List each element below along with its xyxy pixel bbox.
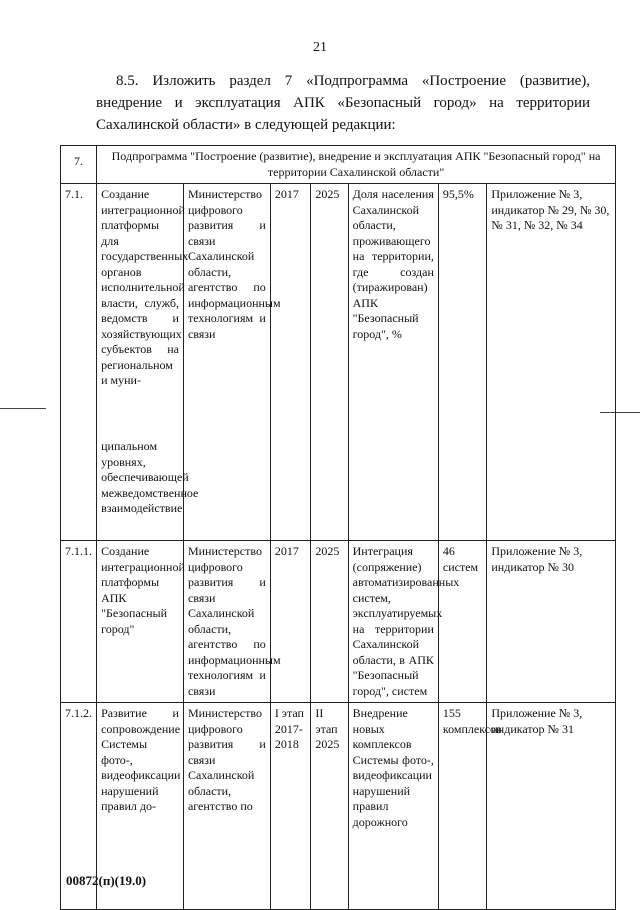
row-end: II этап 2025 bbox=[311, 703, 348, 910]
page-number: 21 bbox=[313, 40, 327, 55]
row-start: 2017 bbox=[270, 541, 311, 703]
row-end: 2025 bbox=[311, 184, 348, 541]
row-reference: Приложение № 3, индикатор № 31 bbox=[487, 703, 616, 910]
row-name-continued: ципальном уровнях, обеспечивающей межведомственное взаимодействие bbox=[97, 436, 184, 541]
row-reference: Приложение № 3, индикатор № 30 bbox=[487, 541, 616, 703]
row-indicator: Доля населения Сахалинской области, проживающего на территории, где создан (тиражирован) АПК "Безопасный город", % bbox=[348, 184, 438, 541]
row-start: 2017 bbox=[270, 184, 311, 541]
header-title: Подпрограмма "Построение (развитие), внедрение и эксплуатация АПК "Безопасный город" на территории Сахалинской области" bbox=[97, 146, 616, 184]
row-value: 95,5% bbox=[438, 184, 487, 541]
row-value: 46 систем bbox=[438, 541, 487, 703]
row-reference: Приложение № 3, индикатор № 29, № 30, № 31, № 32, № 34 bbox=[487, 184, 616, 541]
row-executor: Министерство цифрового развития и связи Сахалинской области, агентство по информационным технологиям и связи bbox=[183, 184, 270, 541]
row-value: 155 комплексов bbox=[438, 703, 487, 910]
row-num: 7.1.2. bbox=[61, 703, 97, 910]
table-header-row bbox=[61, 146, 616, 184]
subprogram-table bbox=[60, 145, 616, 910]
document-code: 00872(п)(19.0) bbox=[66, 873, 147, 888]
row-indicator: Интеграция (сопряжение) автоматизированных систем, эксплуатируемых на территории Сахалинской области, в АПК "Безопасный город", систем bbox=[348, 541, 438, 703]
row-executor: Министерство цифрового развития и связи Сахалинской области, агентство по bbox=[183, 703, 270, 910]
intro-paragraph bbox=[96, 70, 590, 136]
row-indicator: Внедрение новых комплексов Системы фото-, видеофиксации нарушений правил дорожного bbox=[348, 703, 438, 910]
row-start: I этап 2017-2018 bbox=[270, 703, 311, 910]
table-row bbox=[61, 184, 616, 437]
header-num: 7. bbox=[61, 146, 97, 184]
row-executor: Министерство цифрового развития и связи Сахалинской области, агентство по информационным технологиям и связи bbox=[183, 541, 270, 703]
row-num: 7.1.1. bbox=[61, 541, 97, 703]
row-name: Создание интеграционной платформы АПК "Безопасный город" bbox=[97, 541, 184, 703]
row-name: Развитие и сопровождение Системы фото-, видеофиксации нарушений правил до- bbox=[97, 703, 184, 910]
row-num: 7.1. bbox=[61, 184, 97, 541]
row-name: Создание интеграционной платформы для государственных органов исполнительной власти, служб, ведомств и хозяйствующих субъектов на региональном и муни- bbox=[97, 184, 184, 437]
row-end: 2025 bbox=[311, 541, 348, 703]
intro-text: 8.5. Изложить раздел 7 «Подпрограмма «Построение (развитие), внедрение и эксплуатация АПК «Безопасный город» на территории Сахалинской области» в следующей редакции: bbox=[96, 73, 590, 133]
table-row bbox=[61, 541, 616, 703]
margin-mark-left bbox=[0, 408, 46, 409]
